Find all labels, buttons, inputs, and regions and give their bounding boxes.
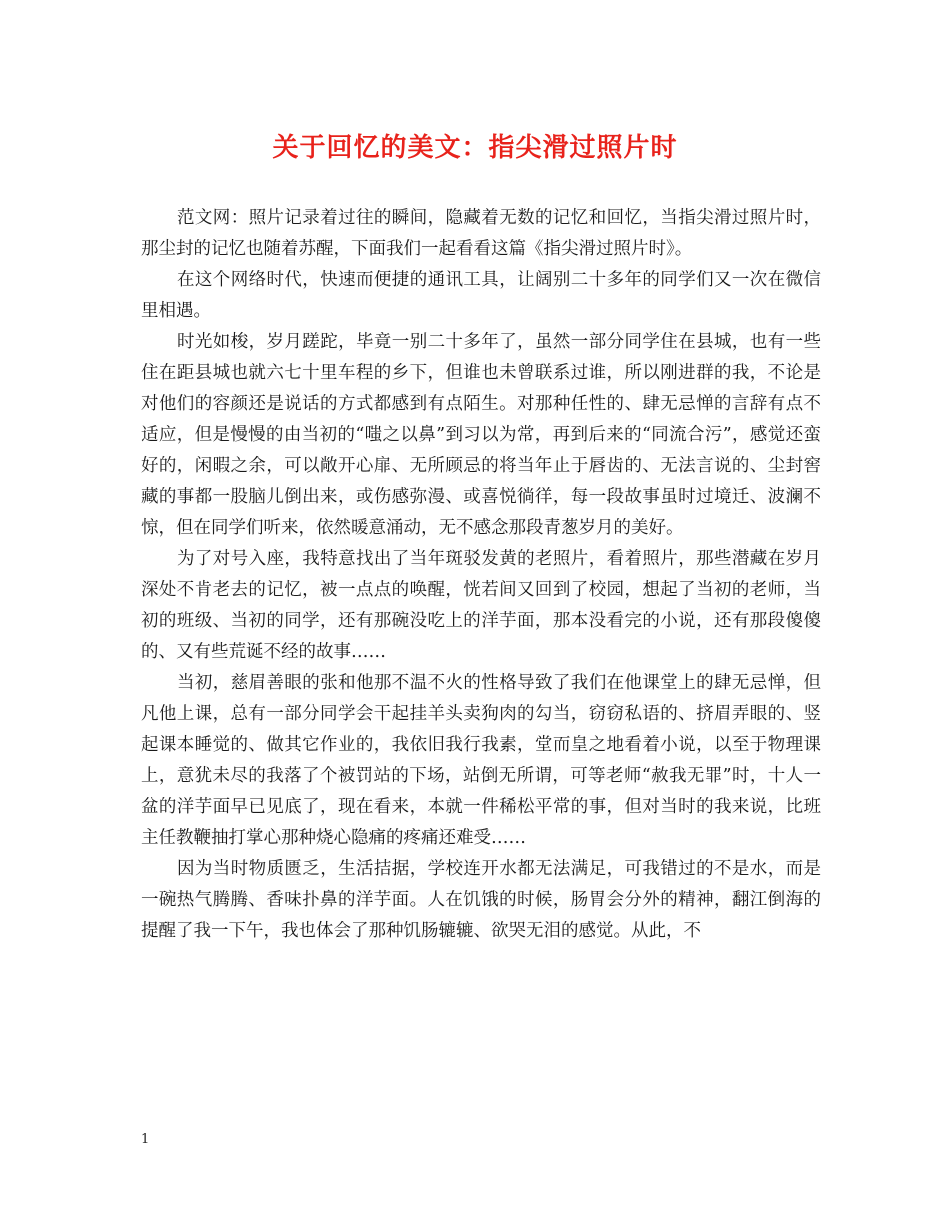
paragraph-4: 为了对号入座，我特意找出了当年斑驳发黄的老照片，看着照片，那些潜藏在岁月深处不肯老去的记忆，被一点点的唤醒，恍若间又回到了校园，想起了当初的老师，当初的班级、当初的同学，还有那碗没吃上的洋芋面，那本没看完的小说，还有那段傻傻的、又有些荒诞不经的故事……: [141, 549, 821, 662]
paragraph-2: 在这个网络时代，快速而便捷的通讯工具，让阔别二十多年的同学们又一次在微信里相遇。: [141, 270, 821, 321]
paragraph-6: 因为当时物质匮乏，生活拮据，学校连开水都无法满足，可我错过的不是水，而是一碗热气腾腾、香味扑鼻的洋芋面。人在饥饿的时候，肠胃会分外的精神，翻江倒海的提醒了我一下午，我也体会了那种饥肠辘辘、欲哭无泪的感觉。从此，不: [141, 859, 821, 941]
paragraph-intro: 范文网：照片记录着过往的瞬间，隐藏着无数的记忆和回忆，当指尖滑过照片时，那尘封的记忆也随着苏醒，下面我们一起看看这篇《指尖滑过照片时》。: [141, 208, 821, 259]
document-title: 关于回忆的美文：指尖滑过照片时: [272, 133, 678, 163]
page-number: 1: [141, 1132, 150, 1147]
document-body: [141, 203, 821, 947]
paragraph-3: 时光如梭，岁月蹉跎，毕竟一别二十多年了，虽然一部分同学住在县城，也有一些住在距县城也就六七十里车程的乡下，但谁也未曾联系过谁，所以刚进群的我，不论是对他们的容颜还是说话的方式都感到有点陌生。对那种任性的、肆无忌惮的言辞有点不适应，但是慢慢的由当初的“嗤之以鼻”到习以为常，再到后来的“同流合污”，感觉还蛮好的，闲暇之余，可以敞开心扉、无所顾忌的将当年止于唇齿的、无法言说的、尘封窖藏的事都一股脑儿倒出来，或伤感弥漫、或喜悦徜徉，每一段故事虽时过境迁、波澜不惊，但在同学们听来，依然暖意涌动，无不感念那段青葱岁月的美好。: [141, 332, 821, 538]
paragraph-5: 当初，慈眉善眼的张和他那不温不火的性格导致了我们在他课堂上的肆无忌惮，但凡他上课，总有一部分同学会干起挂羊头卖狗肉的勾当，窃窃私语的、挤眉弄眼的、竖起课本睡觉的、做其它作业的，我依旧我行我素，堂而皇之地看着小说，以至于物理课上，意犹未尽的我落了个被罚站的下场，站倒无所谓，可等老师“赦我无罪”时，十人一盆的洋芋面早已见底了，现在看来，本就一件稀松平常的事，但对当时的我来说，比班主任教鞭抽打掌心那种烧心隐痛的疼痛还难受……: [141, 673, 821, 848]
